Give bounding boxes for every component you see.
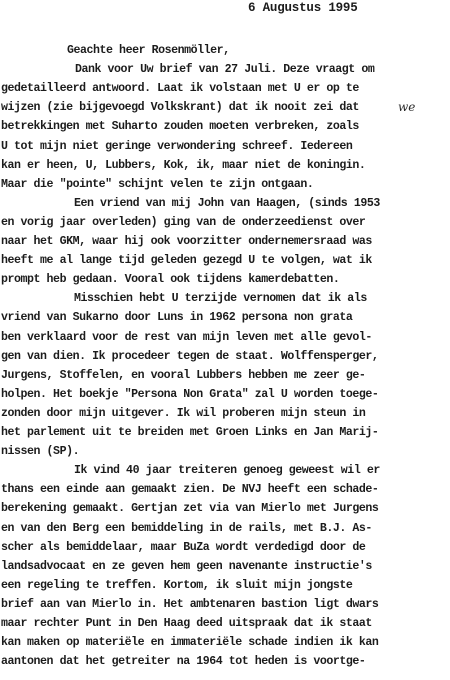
paragraph-3-line-8: het parlement uit te breiden met Groen Links en Jan Marij-	[1, 426, 379, 439]
paragraph-4-line-4: en van den Berg een bemiddeling in de rails, met B.J. As-	[1, 522, 372, 535]
paragraph-4-line-2: thans een einde aan gemaakt zien. De NVJ heeft een schade-	[1, 483, 379, 496]
paragraph-3-line-2: vriend van Sukarno door Luns in 1962 persona non grata	[1, 311, 353, 324]
paragraph-3-line-5: Jurgens, Stoffelen, en vooral Lubbers hebben me zeer ge-	[1, 369, 366, 382]
salutation: Geachte heer Rosenmöller,	[67, 44, 230, 57]
paragraph-4-line-7: een regeling te treffen. Kortom, ik sluit mijn jongste	[1, 579, 353, 592]
letter-date: 6 Augustus 1995	[248, 1, 358, 15]
paragraph-2-line-4: heeft me al lange tijd geleden gezegd U te volgen, wat ik	[1, 254, 372, 267]
paragraph-2-line-5: prompt heb gedaan. Vooral ook tijdens kamerdebatten.	[1, 273, 340, 286]
paragraph-1-line-2: gedetailleerd antwoord. Laat ik volstaan met U er op te	[1, 82, 359, 95]
paragraph-1-line-5: U tot mijn niet geringe verwondering schreef. Iedereen	[1, 140, 353, 153]
paragraph-2-line-1: Een vriend van mij John van Haagen, (sinds 1953	[74, 197, 380, 210]
paragraph-3-line-9: nissen (SP).	[1, 445, 80, 458]
paragraph-4-line-10: kan maken op materiële en immateriële schade indien ik kan	[1, 636, 379, 649]
paragraph-3-line-4: gen van dien. Ik procedeer tegen de staat. Wolffensperger,	[1, 350, 379, 363]
paragraph-4-line-3: berekening gemaakt. Gertjan zet via van Mierlo met Jurgens	[1, 502, 379, 515]
paragraph-1-line-3: wijzen (zie bijgevoegd Volkskrant) dat ik nooit zei dat	[1, 101, 359, 114]
paragraph-4-line-11: aantonen dat het getreiter na 1964 tot heden is voortge-	[1, 655, 366, 668]
paragraph-3-line-6: holpen. Het boekje "Persona Non Grata" zal U worden toege-	[1, 388, 379, 401]
paragraph-1-line-7: Maar die "pointe" schijnt velen te zijn ontgaan.	[1, 178, 314, 191]
handwritten-note: we	[398, 100, 416, 114]
paragraph-4-line-1: Ik vind 40 jaar treiteren genoeg geweest wil er	[74, 464, 380, 477]
paragraph-4-line-5: scher als bemiddelaar, maar BuZa wordt verdedigd door de	[1, 541, 366, 554]
paragraph-3-line-7: zonden door mijn uitgever. Ik wil proberen mijn steun in	[1, 407, 366, 420]
paragraph-2-line-3: naar het GKM, waar hij ook voorzitter ondernemersraad was	[1, 235, 372, 248]
paragraph-1-line-6: kan er heen, U, Lubbers, Kok, ik, maar niet de koningin.	[1, 159, 366, 172]
paragraph-4-line-6: landsadvocaat en ze geven hem geen navenante instructie's	[1, 560, 372, 573]
paragraph-3-line-1: Misschien hebt U terzijde vernomen dat ik als	[74, 292, 367, 305]
paragraph-1-line-4: betrekkingen met Suharto zouden moeten verbreken, zoals	[1, 120, 359, 133]
paragraph-4-line-9: maar rechter Punt in Den Haag deed uitspraak dat ik staat	[1, 617, 372, 630]
paragraph-3-line-3: ben verklaard voor de rest van mijn leven met alle gevol-	[1, 331, 372, 344]
paragraph-4-line-8: brief aan van Mierlo in. Het ambtenaren bastion ligt dwars	[1, 598, 379, 611]
paragraph-2-line-2: en vorig jaar overleden) ging van de onderzeedienst over	[1, 216, 366, 229]
paragraph-1-line-1: Dank voor Uw brief van 27 Juli. Deze vraagt om	[75, 63, 375, 76]
